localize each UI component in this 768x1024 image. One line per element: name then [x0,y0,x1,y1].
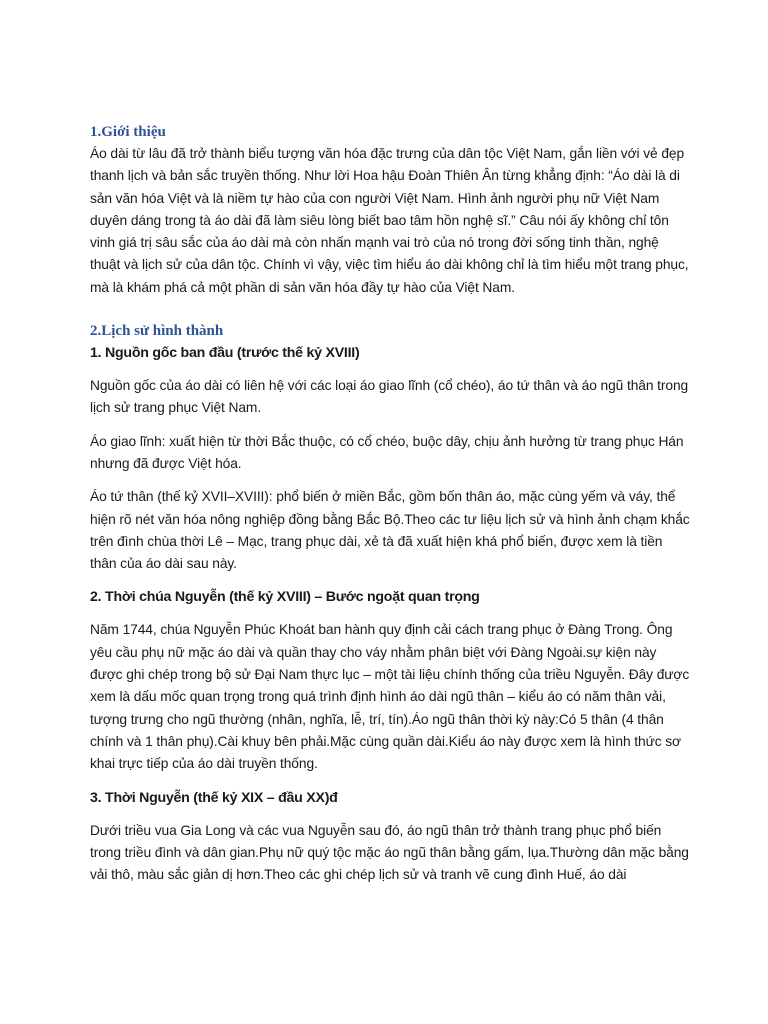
spacer [90,420,690,431]
subsection-title-nguyen-lords: 2. Thời chúa Nguyễn (thế kỷ XVIII) – Bước ngoặt quan trọng [90,589,480,606]
spacer [90,809,690,820]
spacer [90,575,690,586]
origins-paragraph-1: Nguồn gốc của áo dài có liên hệ với các loại áo giao lĩnh (cổ chéo), áo tứ thân và áo ngũ thân trong lịch sử trang phục Việt Nam. [90,378,689,416]
subsection-title-origins: 1. Nguồn gốc ban đầu (trước thế kỷ XVIII) [90,345,360,362]
nguyen-dynasty-paragraph: Dưới triều vua Gia Long và các vua Nguyễn sau đó, áo ngũ thân trở thành trang phục phổ biến trong triều đình và dân gian.Phụ nữ quý tộc mặc áo ngũ thân bằng gấm, lụa.Thường dân mặc bằng vải thô, màu sắc giản dị hơn.Theo các ghi chép lịch sử và tranh vẽ cung đình Huế, áo dài [90,822,689,883]
spacer [90,364,690,375]
nguyen-lords-paragraph: Năm 1744, chúa Nguyễn Phúc Khoát ban hành quy định cải cách trang phục ở Đàng Trong. Ông yêu cầu phụ nữ mặc áo dài và quần thay cho váy nhằm phân biệt với Đàng Ngoài.sự kiện này được ghi chép trong bộ sử Đại Nam thực lục – một tài liệu chính thống của triều Nguyễn. Đây được xem là dấu mốc quan trọng trong quá trình định hình áo dài ngũ thân – kiểu áo có năm thân vải, tượng trưng cho ngũ thường (nhân, nghĩa, lễ, trí, tín).Áo ngũ thân thời kỳ này:Có 5 thân (4 thân chính và 1 thân phụ).Cài khuy bên phải.Mặc cùng quần dài.Kiểu áo này được xem là hình thức sơ khai trực tiếp của áo dài truyền thống. [90,622,690,772]
spacer [90,608,690,619]
introduction-paragraph: Áo dài từ lâu đã trở thành biểu tượng văn hóa đặc trưng của dân tộc Việt Nam, gắn liền với vẻ đẹp thanh lịch và bản sắc truyền thống. Như lời Hoa hậu Đoàn Thiên Ân từng khẳng định: “Áo dài là di sản văn hóa Việt và là niềm tự hào của con người Việt Nam. Hình ảnh người phụ nữ Việt Nam duyên dáng trong tà áo dài đã làm siêu lòng biết bao tâm hồn nghệ sĩ.” Câu nói ấy không chỉ tôn vinh giá trị sâu sắc của áo dài mà còn nhấn mạnh vai trò của nó trong đời sống tinh thần, nghệ thuật và lịch sử của dân tộc. Chính vì vậy, việc tìm hiểu áo dài không chỉ là tìm hiểu một trang phục, mà là khám phá cả một phần di sản văn hóa đầy tự hào của Việt Nam. [90,146,689,295]
origins-paragraph-3: Áo tứ thân (thế kỷ XVII–XVIII): phổ biến ở miền Bắc, gồm bốn thân áo, mặc cùng yếm và váy, thể hiện rõ nét văn hóa nông nghiệp đồng bằng Bắc Bộ.Theo các tư liệu lịch sử và hình ảnh chạm khắc trên đình chùa thời Lê – Mạc, trang phục dài, xẻ tà đã xuất hiện khá phổ biến, được xem là tiền thân của áo dài sau này. [90,489,690,572]
section-heading-history: 2.Lịch sử hình thành [90,323,224,340]
spacer [90,776,690,787]
section-heading-introduction: 1.Giới thiệu [90,124,166,140]
origins-paragraph-2: Áo giao lĩnh: xuất hiện từ thời Bắc thuộc, có cổ chéo, buộc dây, chịu ảnh hưởng từ trang phục Hán nhưng đã được Việt hóa. [90,433,684,471]
spacer [90,475,690,486]
spacer [90,299,690,320]
subsection-title-nguyen-dynasty: 3. Thời Nguyễn (thế kỷ XIX – đầu XX)đ [90,789,338,806]
document-body [90,121,690,886]
